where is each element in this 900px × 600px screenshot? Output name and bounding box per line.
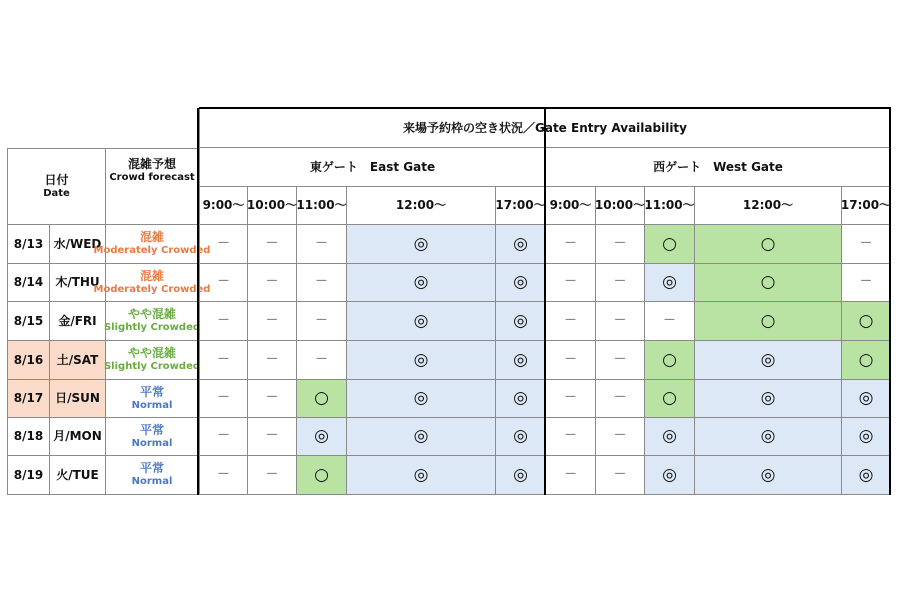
forecast-en-text: Normal bbox=[131, 476, 173, 488]
west-slot-symbol: － bbox=[563, 235, 577, 251]
east-slot-symbol: ◎ bbox=[413, 426, 429, 446]
west-slot-cell bbox=[596, 225, 645, 264]
forecast-cell bbox=[93, 264, 211, 302]
east-slot-symbol: － bbox=[265, 428, 279, 444]
east-time-header bbox=[248, 187, 297, 225]
east-slot-cell bbox=[496, 225, 546, 264]
east-slot-symbol: ◎ bbox=[413, 310, 429, 331]
west-slot-symbol: － bbox=[613, 390, 627, 406]
day-text: 月/MON bbox=[53, 429, 102, 443]
west-slot-symbol: ◎ bbox=[760, 349, 776, 370]
east-time-label: 12:00～ bbox=[395, 198, 447, 212]
date-header-en: Date bbox=[43, 187, 70, 199]
west-slot-symbol: － bbox=[563, 351, 577, 367]
forecast-en-text: Slightly Crowded bbox=[103, 322, 201, 334]
west-slot-symbol: ○ bbox=[662, 233, 677, 254]
east-slot-symbol: ◎ bbox=[513, 464, 528, 485]
west-slot-cell bbox=[645, 264, 695, 302]
forecast-cell bbox=[103, 341, 201, 380]
forecast-cell bbox=[106, 380, 199, 418]
west-slot-symbol: ◎ bbox=[662, 426, 677, 446]
east-slot-symbol: ◎ bbox=[413, 349, 429, 370]
west-time-label: 11:00～ bbox=[644, 198, 695, 212]
east-time-header bbox=[297, 187, 347, 225]
west-slot-symbol: － bbox=[613, 428, 627, 444]
day-cell bbox=[50, 302, 106, 341]
east-time-header bbox=[199, 187, 248, 225]
east-slot-cell bbox=[199, 456, 248, 495]
east-slot-cell bbox=[297, 341, 347, 380]
east-time-label: 9:00～ bbox=[202, 198, 245, 212]
west-slot-cell bbox=[645, 225, 695, 264]
east-slot-cell bbox=[496, 341, 546, 380]
east-slot-cell bbox=[496, 302, 546, 341]
forecast-jp-text: 混雑 bbox=[139, 230, 164, 245]
forecast-jp-text: 平常 bbox=[139, 384, 164, 399]
forecast-en-text: Moderately Crowded bbox=[93, 245, 211, 257]
west-slot-symbol: ◎ bbox=[662, 272, 677, 292]
east-gate-header bbox=[199, 148, 546, 187]
date-cell bbox=[7, 264, 50, 302]
west-slot-symbol: ◎ bbox=[858, 426, 874, 446]
west-slot-cell bbox=[842, 302, 891, 341]
west-slot-cell bbox=[842, 418, 891, 456]
east-slot-symbol: － bbox=[314, 312, 328, 328]
west-slot-cell bbox=[645, 418, 695, 456]
east-slot-symbol: － bbox=[265, 235, 279, 251]
east-time-label: 11:00～ bbox=[296, 198, 347, 212]
west-slot-symbol: ○ bbox=[760, 272, 776, 292]
forecast-header-en: Crowd forecast bbox=[109, 172, 195, 183]
east-slot-cell bbox=[347, 380, 496, 418]
availability-title-text: 来場予約枠の空き状況／Gate Entry Availability bbox=[403, 120, 687, 135]
west-slot-cell bbox=[546, 418, 596, 456]
west-slot-cell bbox=[546, 264, 596, 302]
west-slot-symbol: － bbox=[613, 351, 627, 367]
forecast-jp-text: やや混雑 bbox=[127, 346, 176, 361]
west-slot-cell bbox=[695, 341, 842, 380]
day-cell bbox=[50, 456, 106, 495]
west-slot-cell bbox=[596, 264, 645, 302]
east-slot-symbol: － bbox=[216, 390, 230, 406]
day-cell bbox=[50, 418, 106, 456]
day-text: 土/SAT bbox=[56, 352, 99, 367]
east-time-label: 10:00～ bbox=[246, 198, 298, 212]
east-slot-cell bbox=[297, 302, 347, 341]
west-slot-symbol: － bbox=[613, 466, 627, 482]
east-slot-symbol: － bbox=[216, 312, 230, 328]
east-slot-cell bbox=[297, 456, 347, 495]
date-cell bbox=[7, 418, 50, 456]
west-slot-cell bbox=[546, 302, 596, 341]
east-slot-symbol: ○ bbox=[314, 464, 329, 485]
west-slot-cell bbox=[695, 302, 842, 341]
east-slot-cell bbox=[199, 302, 248, 341]
forecast-en-text: Slightly Crowded bbox=[103, 361, 201, 373]
east-slot-cell bbox=[496, 264, 546, 302]
west-slot-cell bbox=[546, 341, 596, 380]
west-slot-cell bbox=[695, 456, 842, 495]
west-slot-symbol: ◎ bbox=[858, 388, 874, 408]
day-text: 日/SUN bbox=[55, 391, 100, 405]
west-time-label: 10:00～ bbox=[594, 198, 646, 212]
east-slot-symbol: － bbox=[314, 274, 328, 290]
forecast-jp-text: 平常 bbox=[139, 422, 164, 437]
forecast-header bbox=[106, 148, 199, 225]
date-cell bbox=[7, 456, 50, 495]
east-slot-symbol: － bbox=[314, 351, 328, 367]
gate-divider-line bbox=[544, 108, 546, 495]
east-slot-cell bbox=[297, 264, 347, 302]
east-slot-cell bbox=[248, 418, 297, 456]
east-slot-symbol: － bbox=[216, 428, 230, 444]
east-slot-cell bbox=[248, 380, 297, 418]
date-cell bbox=[7, 341, 50, 380]
west-slot-cell bbox=[596, 380, 645, 418]
east-slot-symbol: ◎ bbox=[413, 388, 429, 408]
west-slot-symbol: ○ bbox=[858, 349, 874, 370]
west-slot-cell bbox=[645, 380, 695, 418]
west-slot-cell bbox=[842, 225, 891, 264]
west-slot-symbol: ○ bbox=[760, 233, 776, 254]
west-time-label: 12:00～ bbox=[742, 198, 794, 212]
east-slot-symbol: ◎ bbox=[314, 426, 329, 446]
gate-divider-line bbox=[197, 108, 199, 495]
west-slot-symbol: － bbox=[613, 312, 627, 328]
west-slot-cell bbox=[645, 456, 695, 495]
date-cell bbox=[7, 225, 50, 264]
west-slot-symbol: － bbox=[563, 312, 577, 328]
east-slot-cell bbox=[199, 264, 248, 302]
forecast-header-jp: 混雑予想 bbox=[127, 157, 176, 171]
east-slot-cell bbox=[347, 418, 496, 456]
west-time-label: 9:00～ bbox=[549, 198, 592, 212]
west-slot-symbol: － bbox=[859, 274, 873, 290]
east-slot-symbol: － bbox=[265, 274, 279, 290]
date-text: 8/19 bbox=[13, 467, 44, 482]
west-slot-symbol: － bbox=[563, 428, 577, 444]
day-text: 水/WED bbox=[53, 236, 102, 251]
west-slot-cell bbox=[842, 264, 891, 302]
availability-top-border bbox=[199, 107, 891, 109]
day-text: 木/THU bbox=[55, 275, 100, 289]
west-slot-cell bbox=[695, 418, 842, 456]
west-slot-cell bbox=[546, 380, 596, 418]
west-slot-symbol: － bbox=[563, 274, 577, 290]
date-header-jp: 日付 bbox=[44, 172, 69, 187]
east-slot-symbol: ◎ bbox=[413, 233, 429, 254]
west-time-label: 17:00～ bbox=[840, 198, 892, 212]
east-time-header bbox=[496, 187, 546, 225]
west-slot-symbol: ○ bbox=[662, 388, 677, 408]
east-slot-cell bbox=[347, 456, 496, 495]
forecast-jp-text: 平常 bbox=[139, 461, 164, 476]
forecast-en-text: Moderately Crowded bbox=[93, 283, 211, 295]
east-slot-symbol: － bbox=[265, 466, 279, 482]
west-slot-cell bbox=[596, 302, 645, 341]
west-slot-symbol: ◎ bbox=[662, 464, 677, 485]
gate-divider-line bbox=[889, 108, 891, 495]
west-time-header bbox=[645, 187, 695, 225]
forecast-cell bbox=[106, 456, 199, 495]
east-slot-cell bbox=[248, 264, 297, 302]
west-slot-symbol: － bbox=[563, 466, 577, 482]
east-slot-cell bbox=[496, 456, 546, 495]
east-slot-symbol: ○ bbox=[314, 388, 329, 408]
day-text: 金/FRI bbox=[58, 313, 97, 328]
west-slot-symbol: ○ bbox=[662, 349, 677, 370]
date-text: 8/13 bbox=[13, 236, 44, 251]
east-slot-cell bbox=[248, 456, 297, 495]
forecast-cell bbox=[93, 225, 211, 264]
east-slot-cell bbox=[297, 380, 347, 418]
east-slot-symbol: ◎ bbox=[513, 310, 528, 331]
east-slot-cell bbox=[199, 418, 248, 456]
west-slot-symbol: － bbox=[613, 274, 627, 290]
east-slot-symbol: － bbox=[216, 351, 230, 367]
west-slot-cell bbox=[842, 456, 891, 495]
west-slot-cell bbox=[842, 341, 891, 380]
west-slot-cell bbox=[695, 380, 842, 418]
east-slot-symbol: － bbox=[265, 351, 279, 367]
day-cell bbox=[50, 341, 106, 380]
east-slot-symbol: － bbox=[265, 312, 279, 328]
date-text: 8/16 bbox=[13, 352, 44, 367]
west-slot-cell bbox=[842, 380, 891, 418]
east-time-label: 17:00～ bbox=[495, 198, 546, 212]
west-slot-cell bbox=[546, 456, 596, 495]
east-slot-symbol: ◎ bbox=[513, 388, 528, 408]
west-slot-symbol: ◎ bbox=[760, 426, 776, 446]
west-time-header bbox=[596, 187, 645, 225]
date-text: 8/18 bbox=[13, 429, 44, 443]
west-slot-cell bbox=[546, 225, 596, 264]
date-header bbox=[7, 148, 106, 225]
east-slot-symbol: ◎ bbox=[413, 272, 429, 292]
west-gate-header bbox=[546, 148, 891, 187]
east-slot-cell bbox=[496, 380, 546, 418]
east-slot-symbol: － bbox=[216, 274, 230, 290]
east-slot-cell bbox=[297, 418, 347, 456]
west-slot-symbol: － bbox=[859, 235, 873, 251]
date-text: 8/15 bbox=[13, 313, 44, 328]
east-slot-cell bbox=[248, 225, 297, 264]
east-slot-cell bbox=[248, 341, 297, 380]
east-slot-symbol: － bbox=[265, 390, 279, 406]
day-text: 火/TUE bbox=[56, 467, 99, 482]
forecast-cell bbox=[106, 418, 199, 456]
forecast-en-text: Normal bbox=[131, 399, 173, 411]
east-slot-symbol: － bbox=[216, 235, 230, 251]
west-slot-symbol: ○ bbox=[760, 310, 776, 331]
west-slot-cell bbox=[596, 456, 645, 495]
west-slot-cell bbox=[695, 225, 842, 264]
east-slot-symbol: ◎ bbox=[513, 426, 528, 446]
west-time-header bbox=[842, 187, 891, 225]
date-text: 8/14 bbox=[13, 275, 44, 289]
east-slot-symbol: － bbox=[314, 235, 328, 251]
east-slot-symbol: － bbox=[216, 466, 230, 482]
west-slot-symbol: － bbox=[613, 235, 627, 251]
west-time-header bbox=[546, 187, 596, 225]
forecast-jp-text: やや混雑 bbox=[127, 307, 176, 322]
west-slot-symbol: ◎ bbox=[858, 464, 874, 485]
east-slot-symbol: ◎ bbox=[513, 233, 528, 254]
forecast-cell bbox=[103, 302, 201, 341]
date-cell bbox=[7, 302, 50, 341]
date-text: 8/17 bbox=[13, 391, 44, 405]
west-slot-cell bbox=[695, 264, 842, 302]
east-time-header bbox=[347, 187, 496, 225]
east-slot-symbol: ◎ bbox=[513, 272, 528, 292]
east-slot-cell bbox=[347, 225, 496, 264]
west-slot-cell bbox=[645, 302, 695, 341]
east-slot-cell bbox=[347, 302, 496, 341]
east-slot-cell bbox=[199, 341, 248, 380]
east-gate-title: 東ゲート East Gate bbox=[309, 159, 436, 174]
east-slot-cell bbox=[199, 380, 248, 418]
east-slot-cell bbox=[297, 225, 347, 264]
east-slot-cell bbox=[248, 302, 297, 341]
east-slot-symbol: ◎ bbox=[413, 464, 429, 485]
west-slot-cell bbox=[645, 341, 695, 380]
east-slot-cell bbox=[496, 418, 546, 456]
west-slot-symbol: ◎ bbox=[760, 464, 776, 485]
west-slot-symbol: ○ bbox=[858, 310, 874, 331]
west-gate-title: 西ゲート West Gate bbox=[653, 159, 783, 174]
day-cell bbox=[50, 380, 106, 418]
east-slot-cell bbox=[347, 341, 496, 380]
east-slot-cell bbox=[199, 225, 248, 264]
forecast-en-text: Normal bbox=[131, 437, 173, 449]
forecast-jp-text: 混雑 bbox=[139, 268, 164, 283]
west-slot-symbol: ◎ bbox=[760, 388, 776, 408]
west-slot-cell bbox=[596, 418, 645, 456]
west-slot-symbol: － bbox=[563, 390, 577, 406]
east-slot-symbol: ◎ bbox=[513, 349, 528, 370]
west-slot-cell bbox=[596, 341, 645, 380]
west-time-header bbox=[695, 187, 842, 225]
date-cell bbox=[7, 380, 50, 418]
east-slot-cell bbox=[347, 264, 496, 302]
west-slot-symbol: － bbox=[662, 312, 676, 328]
